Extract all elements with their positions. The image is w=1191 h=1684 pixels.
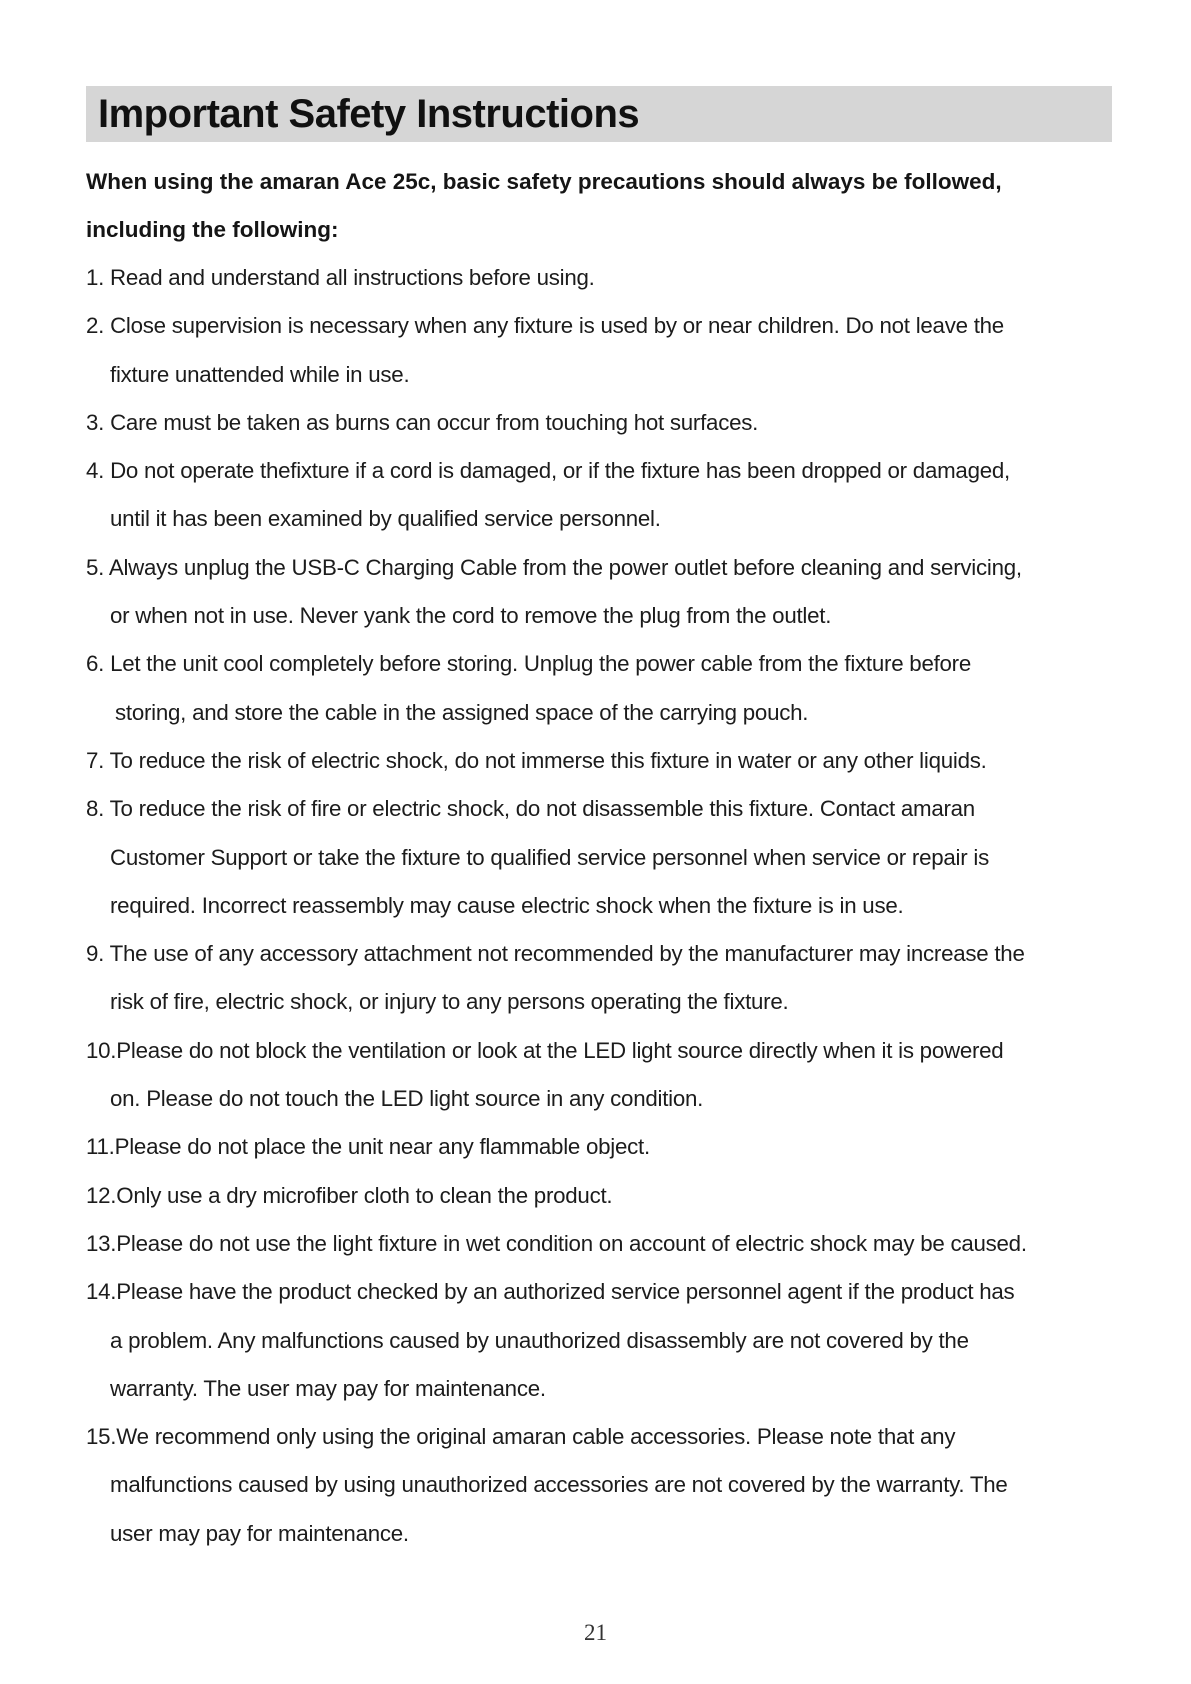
item-number: 14. xyxy=(86,1279,117,1305)
item-text-continued: warranty. The user may pay for maintenance. xyxy=(110,1375,546,1401)
item-number: 3. xyxy=(86,409,105,435)
list-item-14 xyxy=(86,1268,1138,1413)
page-number: 21 xyxy=(584,1620,607,1645)
section-header-bar xyxy=(86,86,1112,142)
item-number: 5. xyxy=(86,554,105,580)
list-item-2 xyxy=(86,302,1138,399)
item-number: 13. xyxy=(86,1230,117,1256)
item-text: Only use a dry microfiber cloth to clean the product. xyxy=(116,1182,613,1208)
item-text-continued: required. Incorrect reassembly may cause electric shock when the fixture is in use. xyxy=(110,892,904,918)
item-text-continued: malfunctions caused by using unauthorized accessories are not covered by the warranty. The xyxy=(110,1472,1008,1498)
item-number: 1. xyxy=(86,265,105,290)
item-text: Read and understand all instructions before using. xyxy=(104,265,595,290)
item-text: To reduce the risk of fire or electric shock, do not disassemble this fixture. Contact amaran xyxy=(109,796,975,822)
item-text: Please have the product checked by an authorized service personnel agent if the product has xyxy=(116,1279,1015,1305)
item-number: 9. xyxy=(86,941,105,967)
item-text-continued: on. Please do not touch the LED light source in any condition. xyxy=(110,1086,704,1112)
item-text-continued: Customer Support or take the fixture to qualified service personnel when service or repair is xyxy=(110,844,989,870)
item-text: Care must be taken as burns can occur from touching hot surfaces. xyxy=(110,409,759,435)
item-number: 12. xyxy=(86,1182,117,1208)
list-item-4 xyxy=(86,447,1138,544)
list-item-11 xyxy=(86,1123,1138,1171)
item-text: Please do not use the light fixture in wet condition on account of electric shock may be caused. xyxy=(116,1230,1027,1256)
item-text: We recommend only using the original amaran cable accessories. Please note that any xyxy=(116,1424,956,1450)
item-text: Close supervision is necessary when any fixture is used by or near children. Do not leave the xyxy=(110,313,1004,339)
item-text-continued: fixture unattended while in use. xyxy=(110,361,410,387)
item-number: 15. xyxy=(86,1424,117,1450)
item-number: 11. xyxy=(86,1134,115,1160)
item-text: Do not operate thefixture if a cord is damaged, or if the fixture has been dropped or damaged, xyxy=(110,458,1010,484)
item-number: 4. xyxy=(86,458,105,484)
item-text: To reduce the risk of electric shock, do not immerse this fixture in water or any other liquids. xyxy=(109,747,987,773)
list-item-9 xyxy=(86,930,1138,1027)
item-number: 7. xyxy=(86,747,105,773)
safety-instructions-list xyxy=(86,254,1138,1558)
list-item-12 xyxy=(86,1172,1138,1220)
intro-line-2: including the following: xyxy=(86,217,339,243)
item-text-continued: a problem. Any malfunctions caused by unauthorized disassembly are not covered by the xyxy=(110,1327,969,1353)
item-number: 10. xyxy=(86,1037,117,1063)
item-text-continued: until it has been examined by qualified service personnel. xyxy=(110,506,661,532)
list-item-1 xyxy=(86,254,1138,302)
item-text-continued: user may pay for maintenance. xyxy=(110,1520,409,1546)
item-number: 8. xyxy=(86,796,105,822)
item-text: Please do not place the unit near any flammable object. xyxy=(114,1134,650,1160)
list-item-5 xyxy=(86,544,1138,641)
list-item-6 xyxy=(86,640,1138,737)
intro-line-1: When using the amaran Ace 25c, basic safety precautions should always be followed, xyxy=(86,169,1002,194)
list-item-3 xyxy=(86,399,1138,447)
item-number: 6. xyxy=(86,651,105,677)
item-text: Always unplug the USB-C Charging Cable from the power outlet before cleaning and servicing, xyxy=(108,554,1022,580)
item-number: 2. xyxy=(86,313,105,339)
intro-paragraph xyxy=(86,158,1126,255)
list-item-7 xyxy=(86,737,1138,785)
item-text-continued: risk of fire, electric shock, or injury to any persons operating the fixture. xyxy=(110,989,789,1015)
list-item-15 xyxy=(86,1413,1138,1558)
page-title: Important Safety Instructions xyxy=(98,91,640,136)
item-text: Please do not block the ventilation or look at the LED light source directly when it is powered xyxy=(116,1037,1004,1063)
item-text-continued: or when not in use. Never yank the cord to remove the plug from the outlet. xyxy=(110,603,832,629)
list-item-10 xyxy=(86,1027,1138,1124)
item-text: The use of any accessory attachment not recommended by the manufacturer may increase the xyxy=(109,941,1025,967)
item-text: Let the unit cool completely before storing. Unplug the power cable from the fixture before xyxy=(110,651,972,677)
list-item-13 xyxy=(86,1220,1138,1268)
list-item-8 xyxy=(86,785,1138,930)
item-text-continued: storing, and store the cable in the assigned space of the carrying pouch. xyxy=(115,699,809,725)
